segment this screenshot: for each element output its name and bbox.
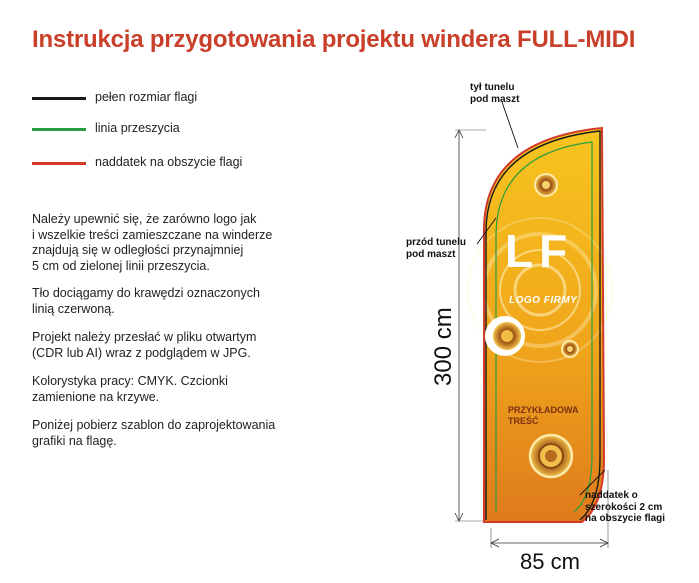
graphic-circle-left <box>485 316 525 356</box>
leader-tyl-tunelu <box>502 102 518 148</box>
label-naddatek: naddatek o szerokości 2 cm na obszycie flagi <box>585 490 666 524</box>
instruction-paragraph-2: Tło dociągamy do krawędzi oznaczonych linią czerwoną. <box>32 286 260 316</box>
label-przod-tunelu: przód tunelu pod maszt <box>406 237 466 260</box>
label-tyl-tunelu: tył tunelu pod maszt <box>470 82 520 105</box>
graphic-circle-small <box>562 341 578 357</box>
flag-logo-subtext: LOGO FIRMY <box>509 295 578 306</box>
graphic-circle-top <box>535 174 557 196</box>
instruction-paragraph-5: Poniżej pobierz szablon do zaprojektowania grafiki na flagę. <box>32 418 276 448</box>
instruction-paragraph-4: Kolorystyka pracy: CMYK. Czcionki zamienione na krzywe. <box>32 374 228 404</box>
legend-label-hem: naddatek na obszycie flagi <box>95 155 243 169</box>
graphic-circle-bottom <box>530 435 572 477</box>
flag-logo-mark: LF <box>505 225 574 277</box>
instruction-paragraph-3: Projekt należy przesłać w pliku otwartym (CDR lub AI) wraz z podglądem w JPG. <box>32 330 257 360</box>
page-title: Instrukcja przygotowania projektu windera FULL-MIDI <box>32 26 636 53</box>
width-dimension-label: 85 cm <box>520 549 580 574</box>
legend-label-full-size: pełen rozmiar flagi <box>95 90 198 104</box>
legend-label-stitch: linia przeszycia <box>95 121 180 135</box>
flag-sample-text: PRZYKŁADOWA TREŚĆ <box>508 405 579 426</box>
height-dimension-line <box>455 130 486 521</box>
height-dimension-label: 300 cm <box>430 307 457 386</box>
instruction-paragraph-1: Należy upewnić się, że zarówno logo jak i wszelkie treści zamieszczane na winderze znajdują się w odległości przynajmniej 5 cm od zielonej linii przeszycia. <box>32 212 273 273</box>
